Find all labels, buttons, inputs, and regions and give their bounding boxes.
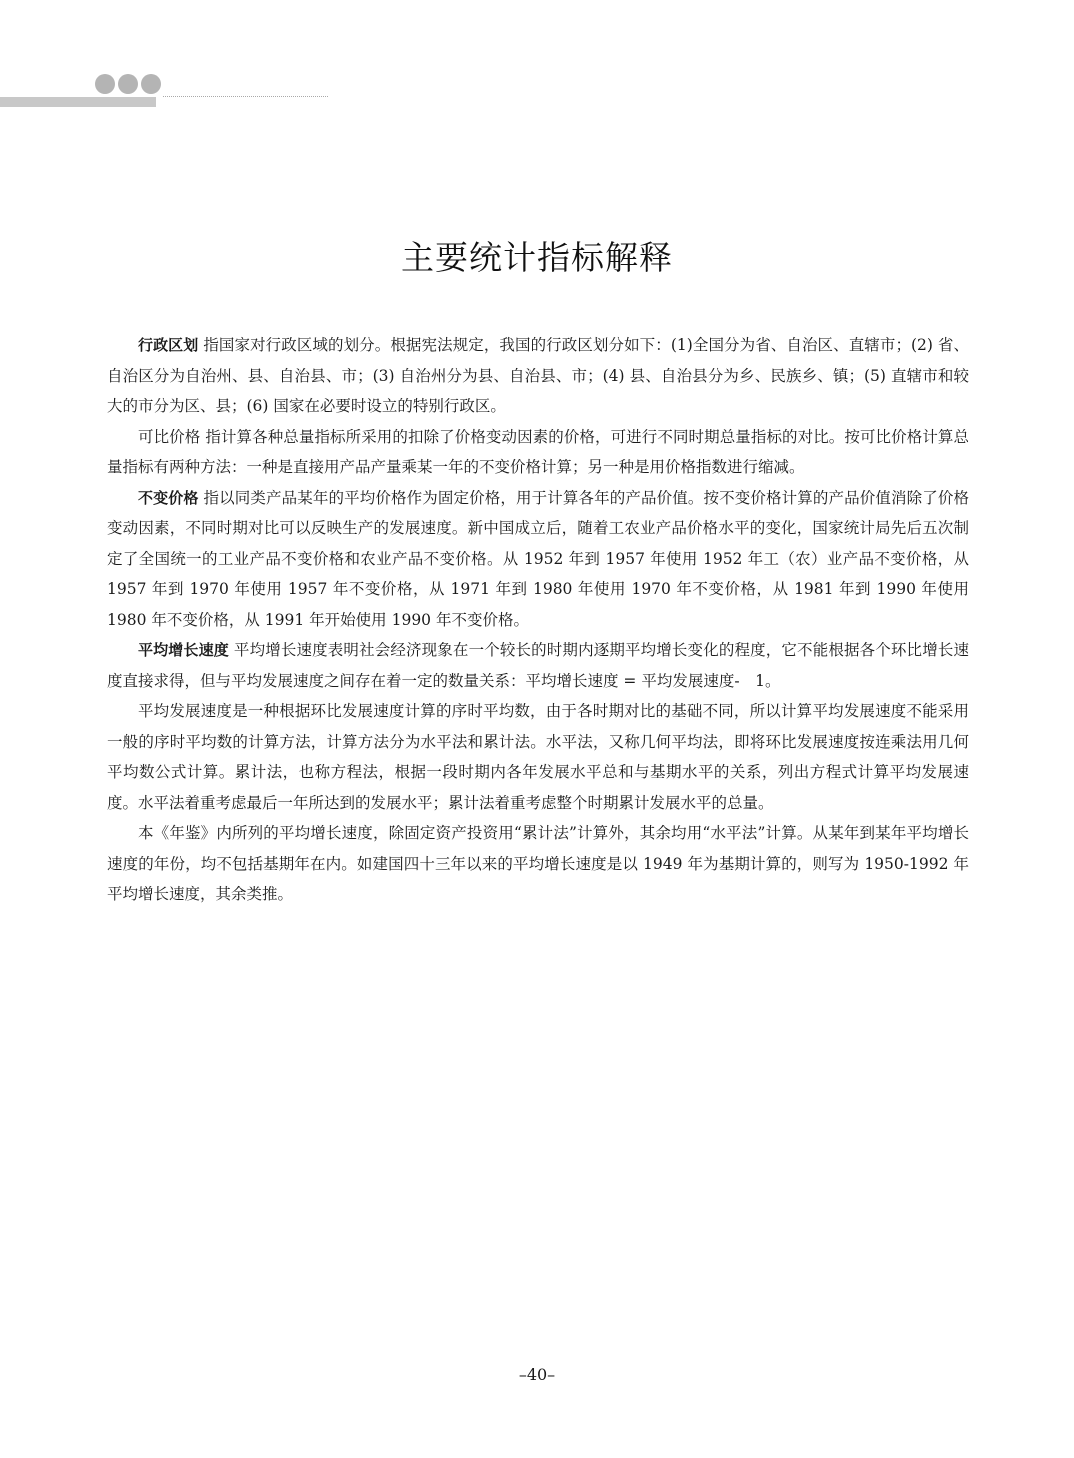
paragraph-text: 平均发展速度是一种根据环比发展速度计算的序时平均数，由于各时期对比的基础不同，所以计算平均发展速度不能采用一般的序时平均数的计算方法，计算方法分为水平法和累计法。水平法，又称几何平均法，即将环比发展速度按连乘法用几何平均数公式计算。累计法，也称方程法，根据一段时期内各年发展水平总和与基期水平的关系，列出方程式计算平均发展速度。水平法着重考虑最后一年所达到的发展水平；累计法着重考虑整个时期累计发展水平的总量。 [107,702,969,812]
paragraph-average-growth-rate [107,635,969,696]
term-label: 行政区划 [138,336,199,354]
page-title: 主要统计指标解释 [401,238,673,277]
header-dot-icon [118,74,138,94]
term-label: 不变价格 [138,488,199,507]
paragraph-administrative-division [107,330,969,422]
header-dot-icon [141,74,161,94]
header-decoration-bar [0,97,156,107]
paragraph-constant-price [107,483,969,636]
paragraph-comparable-price [107,422,969,483]
paragraph-average-development-rate [107,696,969,818]
paragraph-text: 平均增长速度表明社会经济现象在一个较长的时期内逐期平均增长变化的程度，它不能根据各个环比增长速度直接求得，但与平均发展速度之间存在着一定的数量关系：平均增长速度 = 平均发展速度- 1。 [107,641,969,690]
paragraph-yearbook-note [107,818,969,910]
paragraph-text: 本《年鉴》内所列的平均增长速度，除固定资产投资用“累计法”计算外，其余均用“水平法”计算。从某年到某年平均增长速度的年份，均不包括基期年在内。如建国四十三年以来的平均增长速度是以 1949 年为基期计算的，则写为 1950-1992 年平均增长速度，其余类推。 [107,824,969,903]
header-decoration-dots [95,74,161,96]
header-dotted-line [163,96,328,97]
paragraph-text: 指国家对行政区域的划分。根据宪法规定，我国的行政区划分如下：(1)全国分为省、自治区、直辖市；(2) 省、自治区分为自治州、县、自治县、市；(3) 自治州分为县、自治县、市；(4) 县、自治县分为乡、民族乡、镇；(5) 直辖市和较大的市分为区、县；(6) 国家在必要时设立的特别行政区。 [107,336,969,415]
header-dot-icon [95,74,115,94]
paragraph-text: 可比价格 指计算各种总量指标所采用的扣除了价格变动因素的价格，可进行不同时期总量指标的对比。按可比价格计算总量指标有两种方法：一种是直接用产品产量乘某一年的不变价格计算；另一种是用价格指数进行缩减。 [107,427,969,476]
term-label: 平均增长速度 [138,641,229,659]
page-number: –40– [518,1365,556,1384]
paragraph-text: 指以同类产品某年的平均价格作为固定价格，用于计算各年的产品价值。按不变价格计算的产品价值消除了价格变动因素，不同时期对比可以反映生产的发展速度。新中国成立后，随着工农业产品价格水平的变化，国家统计局先后五次制定了全国统一的工业产品不变价格和农业产品不变价格。从 1952 年到 1957 年使用 1952 年工（农）业产品不变价格，从 1957 年到 1970 年使用 1957 年不变价格，从 1971 年到 1980 年使用 1970 年不变价格，从 1981 年到 1990 年使用 1980 年不变价格，从 1991 年开始使用 1990 年不变价格。 [107,488,969,629]
body-text [107,330,969,910]
